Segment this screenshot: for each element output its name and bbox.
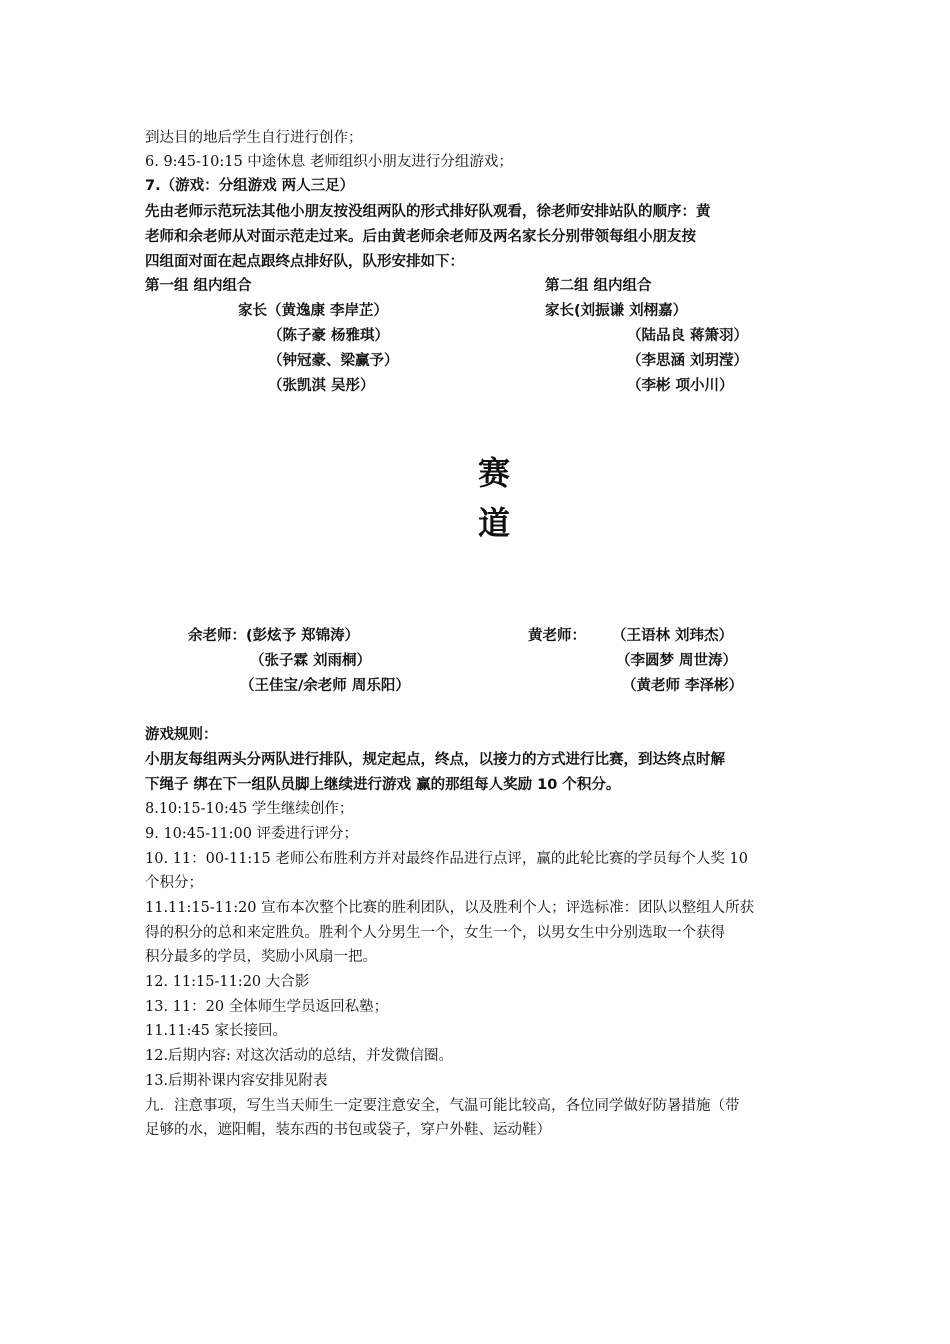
group2-pair-3: （李彬 项小川） [627,378,734,394]
schedule-item-7: 7.（游戏：分组游戏 两人三足） [145,178,355,194]
group2-parent: 家长(刘振谦 刘栩嘉） [545,303,688,319]
schedule-item-11c: 积分最多的学员，奖励小风扇一把。 [145,949,377,965]
group2-pair-2: （李思涵 刘玥滢） [627,353,749,369]
track-char-2: 道 [478,504,511,542]
rules-title: 游戏规则： [145,727,218,743]
teacher-yu-pair-3: （王佳宝/余老师 周乐阳） [240,678,410,694]
intro-line-1: 到达目的地后学生自行进行创作； [145,130,363,146]
group2-title: 第二组 组内组合 [545,278,652,294]
schedule-item-11x: 11.11:45 家长接回。 [145,1023,287,1039]
group1-parent: 家长（黄逸康 李岸芷） [238,303,389,319]
group1-pair-1: （陈子豪 杨雅琪） [268,328,390,344]
schedule-item-11b: 得的积分的总和来定胜负。胜利个人分男生一个，女生一个，以男女生中分别选取一个获得 [145,925,725,941]
schedule-item-10a: 10. 11：00-11:15 老师公布胜利方并对最终作品进行点评，赢的此轮比赛的学员每个人奖 10 [145,851,748,867]
rules-line-2: 下绳子 绑在下一组队员脚上继续进行游戏 赢的那组每人奖励 10 个积分。 [145,777,621,793]
group1-pair-2: （钟冠豪、梁赢予） [268,353,399,369]
teacher-yu-label: 余老师：(彭炫予 郑锦涛） [188,628,360,644]
teacher-huang-pair-2: （李圆梦 周世涛） [616,653,738,669]
schedule-item-13x: 13.后期补课内容安排见附表 [145,1073,328,1089]
group2-pair-1: （陆品良 蒋箫羽） [627,328,749,344]
teacher-huang-pair-3: （黄老师 李泽彬） [622,678,744,694]
schedule-item-10b: 个积分； [145,875,203,891]
intro-paragraph-line-3: 四组面对面在起点跟终点排好队，队形安排如下： [145,254,464,270]
teacher-huang-pair-1: （王语林 刘玮杰） [612,628,734,644]
teacher-huang-label: 黄老师： [528,628,586,644]
intro-paragraph-line-1: 先由老师示范玩法其他小朋友按没组两队的形式排好队观看，徐老师安排站队的顺序：黄 [145,204,711,220]
intro-paragraph-line-2: 老师和余老师从对面示范走过来。后由黄老师余老师及两名家长分别带领每组小朋友按 [145,229,696,245]
group1-pair-3: （张凯淇 吴彤） [268,378,375,394]
schedule-item-11a: 11.11:15-11:20 宣布本次整个比赛的胜利团队，以及胜利个人；评选标准：团队以整组人所获 [145,900,755,916]
group1-title: 第一组 组内组合 [145,278,252,294]
schedule-item-12x: 12.后期内容: 对这次活动的总结，并发微信圈。 [145,1048,454,1064]
rules-line-1: 小朋友每组两头分两队进行排队，规定起点，终点，以接力的方式进行比赛，到达终点时解 [145,752,725,768]
track-char-1: 赛 [478,454,511,492]
notes-line-1: 九．注意事项，写生当天师生一定要注意安全，气温可能比较高，各位同学做好防暑措施（带 [145,1098,740,1114]
teacher-yu-pair-2: （张子霖 刘雨桐） [250,653,372,669]
schedule-item-8: 8.10:15-10:45 学生继续创作； [145,801,354,817]
schedule-item-12: 12. 11:15-11:20 大合影 [145,974,310,990]
schedule-item-13: 13. 11：20 全体师生学员返回私塾； [145,999,389,1015]
schedule-item-9: 9. 10:45-11:00 评委进行评分； [145,826,359,842]
notes-line-2: 足够的水，遮阳帽，装东西的书包或袋子，穿户外鞋、运动鞋） [145,1122,551,1138]
schedule-item-6: 6. 9:45-10:15 中途休息 老师组织小朋友进行分组游戏； [145,154,513,170]
